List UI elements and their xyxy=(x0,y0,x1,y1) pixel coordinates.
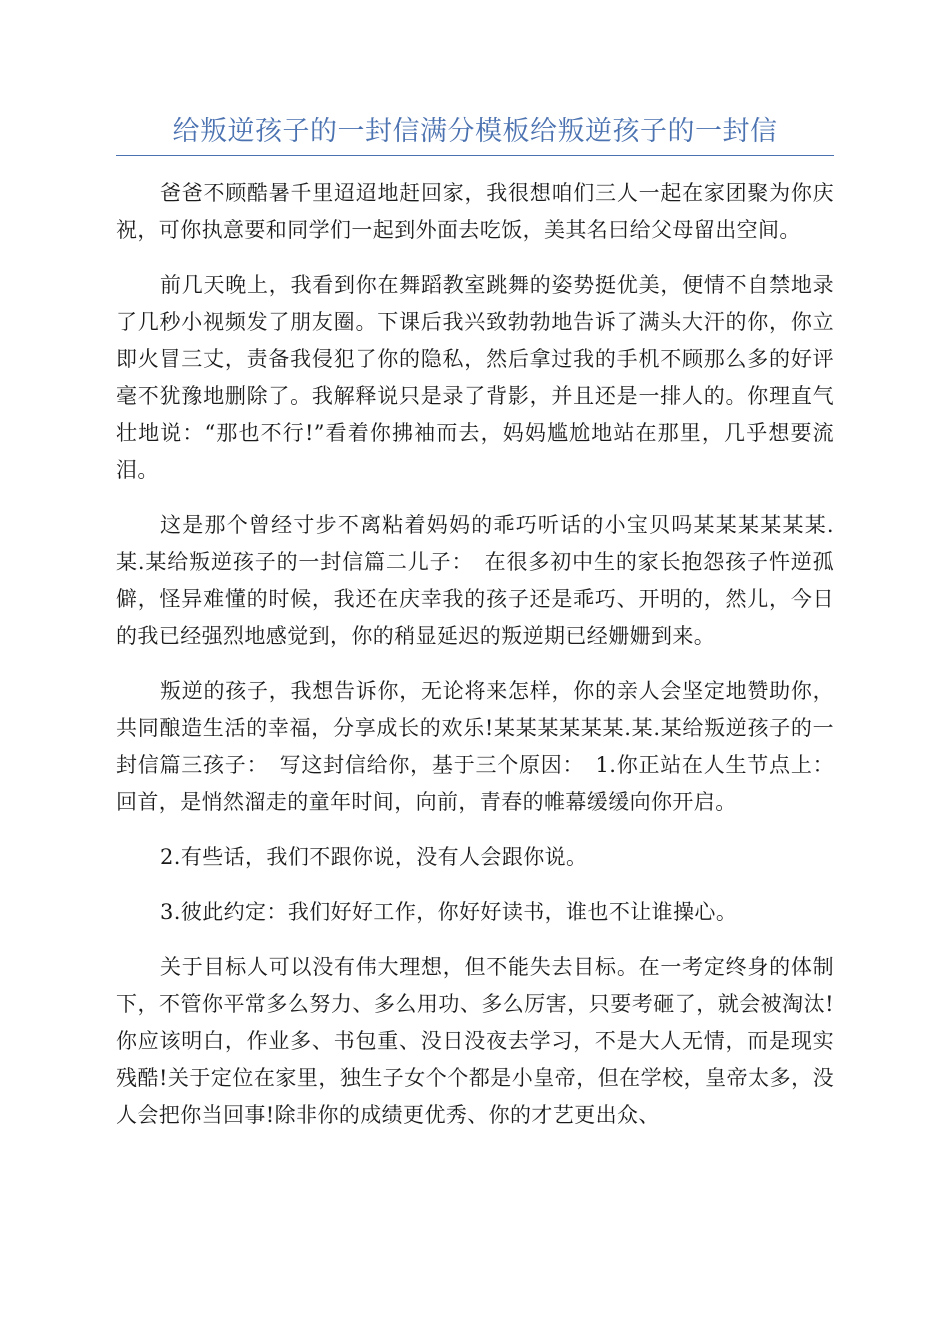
paragraph: 关于目标人可以没有伟大理想，但不能失去目标。在一考定终身的体制下，不管你平常多么努力、多么用功、多么厉害，只要考砸了，就会被淘汰!你应该明白，作业多、书包重、没日没夜去学习，不是大人无情，而是现实残酷!关于定位在家里，独生子女个个都是小皇帝，但在学校，皇帝太多，没人会把你当回事!除非你的成绩更优秀、你的才艺更出众、 xyxy=(116,955,834,1127)
paragraph: 3.彼此约定：我们好好工作，你好好读书，谁也不让谁操心。 xyxy=(160,900,738,924)
title-underline xyxy=(116,155,834,156)
paragraph: 2.有些话，我们不跟你说，没有人会跟你说。 xyxy=(160,845,588,869)
document-body xyxy=(116,175,834,1152)
document-title: 给叛逆孩子的一封信满分模板给叛逆孩子的一封信 xyxy=(172,116,778,147)
paragraph: 叛逆的孩子，我想告诉你，无论将来怎样，你的亲人会坚定地赞助你，共同酿造生活的幸福，分享成长的欢乐!某某某某某某.某.某给叛逆孩子的一封信篇三孩子： 写这封信给你，基于三个原因： 1.你正站在人生节点上：回首，是悄然溜走的童年时间，向前，青春的帷幕缓缓向你开启。 xyxy=(116,679,834,814)
paragraph: 爸爸不顾酷暑千里迢迢地赶回家，我很想咱们三人一起在家团聚为你庆祝，可你执意要和同学们一起到外面去吃饭，美其名曰给父母留出空间。 xyxy=(116,181,834,242)
paragraph: 这是那个曾经寸步不离粘着妈妈的乖巧听话的小宝贝吗某某某某某某.某.某给叛逆孩子的一封信篇二儿子： 在很多初中生的家长抱怨孩子忤逆孤僻，怪异难懂的时候，我还在庆幸我的孩子还是乖巧、开明的，然儿，今日的我已经强烈地感觉到，你的稍显延迟的叛逆期已经姗姗到来。 xyxy=(116,513,834,648)
paragraph: 前几天晚上，我看到你在舞蹈教室跳舞的姿势挺优美，便情不自禁地录了几秒小视频发了朋友圈。下课后我兴致勃勃地告诉了满头大汗的你，你立即火冒三丈，责备我侵犯了你的隐私，然后拿过我的手机不顾那么多的好评毫不犹豫地删除了。我解释说只是录了背影，并且还是一排人的。你理直气壮地说：“那也不行!”看着你拂袖而去，妈妈尴尬地站在那里，几乎想要流泪。 xyxy=(116,273,834,482)
